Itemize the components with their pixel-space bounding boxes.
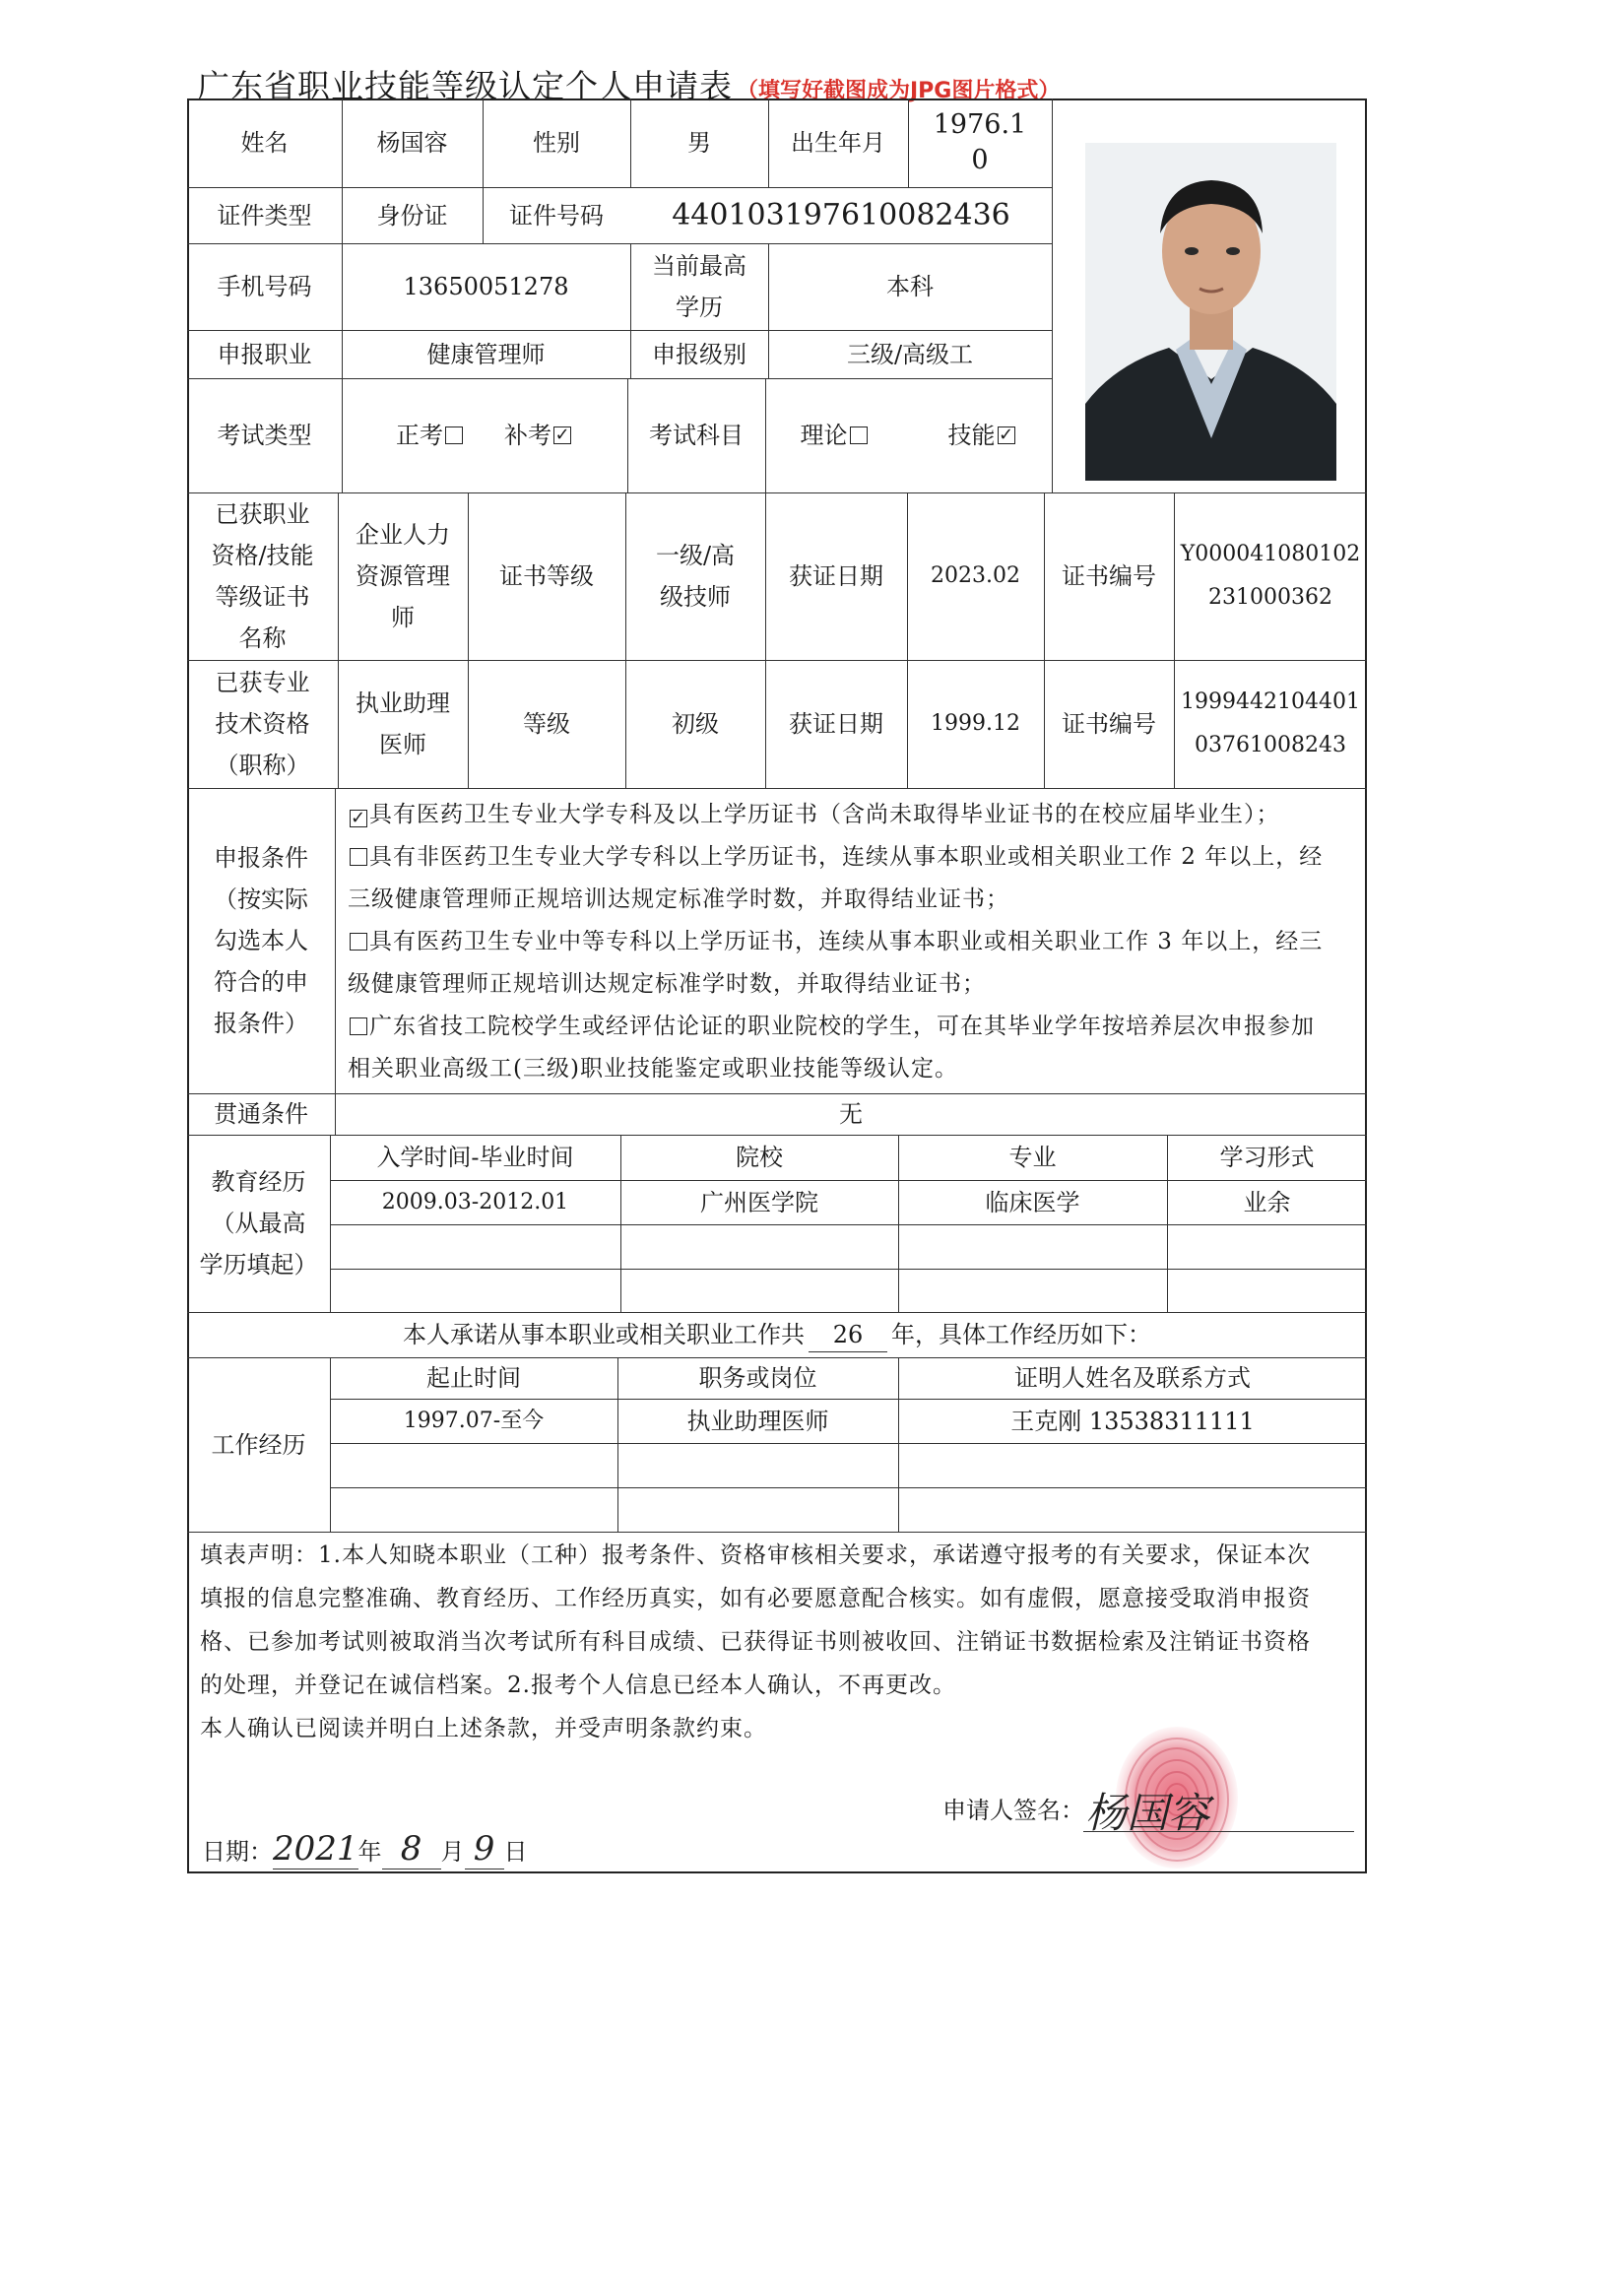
- declaration-line-1: 填表声明：1.本人知晓本职业（工种）报考条件、资格审核相关要求，承诺遵守报考的有关要求，保证本次: [200, 1542, 1311, 1568]
- edu-row-1-mode: 业余: [1243, 1188, 1291, 1216]
- value-id-type: 身份证: [376, 201, 448, 230]
- declaration-line-3: 格、已参加考试则被取消当次考试所有科目成绩、已获得证书则被收回、注销证书数据检索及注销证书资格: [200, 1629, 1311, 1655]
- opt-skill-label: 技能: [947, 422, 996, 449]
- birth-line-2: 0: [971, 145, 989, 175]
- cond-label-2: （按实际: [214, 886, 308, 913]
- value-cert-vocational-name: [338, 492, 468, 660]
- portrait-image: [1085, 143, 1336, 481]
- edu-label-2: （从最高: [211, 1210, 306, 1237]
- birth-line-1: 1976.1: [933, 109, 1027, 140]
- label-conditions: [187, 788, 335, 1093]
- commitment-suffix: 年，具体工作经历如下：: [891, 1321, 1151, 1348]
- value-through: 无: [839, 1100, 863, 1128]
- condition-item-2: [348, 836, 1362, 879]
- condition-3-line-1: 具有医药卫生专业中等专科以上学历证书，连续从事本职业或相关职业工作 3 年以上，经三: [369, 929, 1324, 954]
- condition-1-checkbox[interactable]: ✓: [351, 808, 367, 828]
- cv-name-2: 资源管理: [356, 562, 450, 590]
- cv-label-1: 已获职业: [215, 500, 310, 528]
- value-birth: [908, 98, 1052, 187]
- month-unit: 月: [440, 1838, 465, 1866]
- value-cert-professional-date: 1999.12: [931, 711, 1020, 736]
- condition-2-checkbox[interactable]: [350, 848, 367, 866]
- edu-header-period: 入学时间-毕业时间: [376, 1144, 574, 1171]
- label-birth: 出生年月: [791, 129, 885, 157]
- cv-grade-1: 一级/高: [655, 542, 736, 569]
- cp-no-1: 1999442104401: [1181, 689, 1360, 714]
- label-cert-professional-grade: 等级: [523, 710, 570, 738]
- value-cert-professional-name: [338, 660, 468, 788]
- title-note: （填写好截图成为JPG图片格式）: [737, 79, 1061, 103]
- cp-name-2: 医师: [379, 731, 426, 758]
- applicant-photo: [1085, 143, 1336, 481]
- condition-2-line-2: 三级健康管理师正规培训达规定标准学时数，并取得结业证书；: [348, 886, 1009, 912]
- label-gender: 性别: [533, 129, 580, 157]
- edu-row-1-school: 广州医学院: [700, 1188, 818, 1216]
- edu-header-school: 院校: [736, 1144, 783, 1171]
- label-education: [187, 1135, 330, 1312]
- cv-no-1: Y000041080102: [1180, 542, 1361, 566]
- label-cert-vocational-date: 获证日期: [789, 562, 883, 590]
- edu-row-1-period: 2009.03-2012.01: [381, 1189, 569, 1214]
- edu-label-1: 教育经历: [211, 1168, 306, 1196]
- cond-label-1: 申报条件: [214, 844, 308, 872]
- cp-label-3: （职称）: [215, 752, 310, 779]
- label-cert-professional-date: 获证日期: [789, 710, 883, 738]
- edu-label-3: 学历填起）: [199, 1251, 318, 1279]
- conditions-list: [348, 794, 1362, 1090]
- value-cert-professional-grade: 初级: [672, 710, 719, 738]
- declaration-line-2: 填报的信息完整准确、教育经历、工作经历真实，如有必要愿意配合核实。如有虚假，愿意接受取消申报资: [200, 1586, 1311, 1611]
- work-header-position: 职务或岗位: [698, 1364, 817, 1392]
- declaration-line-5: 本人确认已阅读并明白上述条款，并受声明条款约束。: [200, 1716, 767, 1741]
- edu-row-1-major: 临床医学: [985, 1188, 1080, 1216]
- condition-item-3: [348, 921, 1362, 963]
- label-cert-vocational-no: 证书编号: [1062, 562, 1156, 590]
- cond-label-3: 勾选本人: [214, 927, 308, 954]
- date-year: 2021: [273, 1829, 358, 1869]
- condition-2-line-1: 具有非医药卫生专业大学专科以上学历证书，连续从事本职业或相关职业工作 2 年以上，经: [369, 844, 1324, 870]
- value-gender: 男: [687, 129, 711, 157]
- cv-label-4: 名称: [238, 624, 287, 652]
- label-phone: 手机号码: [217, 273, 312, 300]
- year-unit: 年: [357, 1838, 382, 1866]
- label-cert-vocational-grade: 证书等级: [499, 562, 594, 590]
- work-row-1-reference: 王克刚 13538311111: [1010, 1407, 1255, 1435]
- date-day: 9: [465, 1829, 504, 1870]
- cv-no-2: 231000362: [1208, 585, 1332, 610]
- date-label: 日期：: [202, 1838, 273, 1866]
- edu-label-line-1: 当前最高: [652, 252, 746, 280]
- cp-no-2: 03761008243: [1195, 733, 1346, 757]
- cp-label-1: 已获专业: [215, 669, 310, 696]
- value-cert-vocational-grade: [625, 492, 765, 660]
- edu-header-major: 专业: [1008, 1144, 1057, 1171]
- cv-grade-2: 级技师: [660, 583, 731, 611]
- day-unit: 日: [503, 1838, 528, 1866]
- condition-3-line-2: 级健康管理师正规培训达规定标准学时数，并取得结业证书；: [348, 971, 986, 997]
- signature-label: 申请人签名：: [942, 1797, 1084, 1824]
- label-id-number: 证件号码: [509, 201, 604, 230]
- signature-underline: [1083, 1831, 1354, 1832]
- opt-normal-label: 正考: [396, 422, 443, 449]
- declaration-text: [200, 1534, 1357, 1750]
- value-education-level: 本科: [886, 273, 934, 300]
- opt-normal-checkbox[interactable]: [445, 426, 463, 444]
- label-name: 姓名: [240, 129, 289, 157]
- opt-makeup-label: 补考: [504, 422, 551, 449]
- value-job: 健康管理师: [426, 340, 546, 368]
- condition-1-line-1: 具有医药卫生专业大学专科及以上学历证书（含尚未取得毕业证书的在校应届毕业生）；: [369, 802, 1280, 827]
- cv-name-1: 企业人力: [356, 521, 450, 549]
- opt-skill-checkbox[interactable]: ✓: [998, 425, 1014, 445]
- label-exam-subject: 考试科目: [649, 422, 744, 449]
- cond-label-5: 报条件）: [214, 1010, 308, 1037]
- value-phone: 13650051278: [403, 273, 569, 300]
- cv-label-3: 等级证书: [215, 583, 310, 611]
- label-id-type: 证件类型: [217, 201, 312, 230]
- edu-header-mode: 学习形式: [1219, 1144, 1315, 1171]
- label-cert-professional-no: 证书编号: [1062, 710, 1156, 738]
- label-cert-professional: [187, 660, 338, 788]
- work-header-reference: 证明人姓名及联系方式: [1014, 1364, 1251, 1392]
- label-level: 申报级别: [652, 340, 746, 368]
- condition-3-checkbox[interactable]: [350, 933, 367, 951]
- label-job: 申报职业: [217, 340, 312, 368]
- date-row: [202, 1827, 528, 1876]
- cond-label-4: 符合的申: [214, 968, 308, 996]
- label-education-level: [630, 243, 768, 330]
- commitment-prefix: 本人承诺从事本职业或相关职业工作共: [403, 1321, 805, 1348]
- work-row-1-position: 执业助理医师: [686, 1407, 829, 1435]
- value-cert-professional-no: [1174, 660, 1367, 788]
- signature-handwriting: 杨国容: [1085, 1789, 1210, 1837]
- condition-item-4: [348, 1006, 1362, 1048]
- cv-name-3: 师: [391, 604, 415, 631]
- opt-theory-checkbox[interactable]: [850, 426, 868, 444]
- value-cert-vocational-date: 2023.02: [931, 563, 1020, 588]
- opt-makeup-checkbox[interactable]: ✓: [554, 425, 570, 445]
- exam-subject-options: [765, 378, 1052, 492]
- opt-theory-label: 理论: [800, 422, 848, 449]
- value-id-number: 440103197610082436: [672, 197, 1010, 232]
- work-header-period: 起止时间: [426, 1364, 521, 1392]
- declaration-line-4: 的处理，并登记在诚信档案。2.报考个人信息已经本人确认，不再更改。: [200, 1673, 956, 1698]
- cv-label-2: 资格/技能: [211, 542, 314, 569]
- cp-name-1: 执业助理: [356, 689, 450, 717]
- commitment-line: [187, 1312, 1367, 1357]
- edu-label-line-2: 学历: [676, 294, 723, 321]
- condition-item-1: [348, 794, 1362, 836]
- label-work: 工作经历: [211, 1430, 306, 1459]
- work-row-1-period: 1997.07-至今: [403, 1408, 545, 1433]
- value-name: 杨国容: [376, 129, 448, 157]
- value-cert-vocational-no: [1174, 492, 1367, 660]
- condition-4-line-2: 相关职业高级工(三级)职业技能鉴定或职业技能等级认定。: [348, 1056, 958, 1082]
- exam-type-options: [342, 378, 627, 492]
- cp-label-2: 技术资格: [215, 710, 310, 738]
- label-cert-vocational: [187, 492, 338, 660]
- condition-4-checkbox[interactable]: [350, 1017, 367, 1035]
- commitment-years: 26: [809, 1318, 887, 1352]
- condition-4-line-1: 广东省技工院校学生或经评估论证的职业院校的学生，可在其毕业学年按培养层次申报参加: [369, 1014, 1315, 1039]
- title-main: 广东省职业技能等级认定个人申请表: [197, 67, 733, 105]
- label-through: 贯通条件: [214, 1100, 308, 1128]
- value-level: 三级/高级工: [846, 340, 974, 368]
- date-month: 8: [382, 1829, 441, 1870]
- label-exam-type: 考试类型: [217, 422, 312, 449]
